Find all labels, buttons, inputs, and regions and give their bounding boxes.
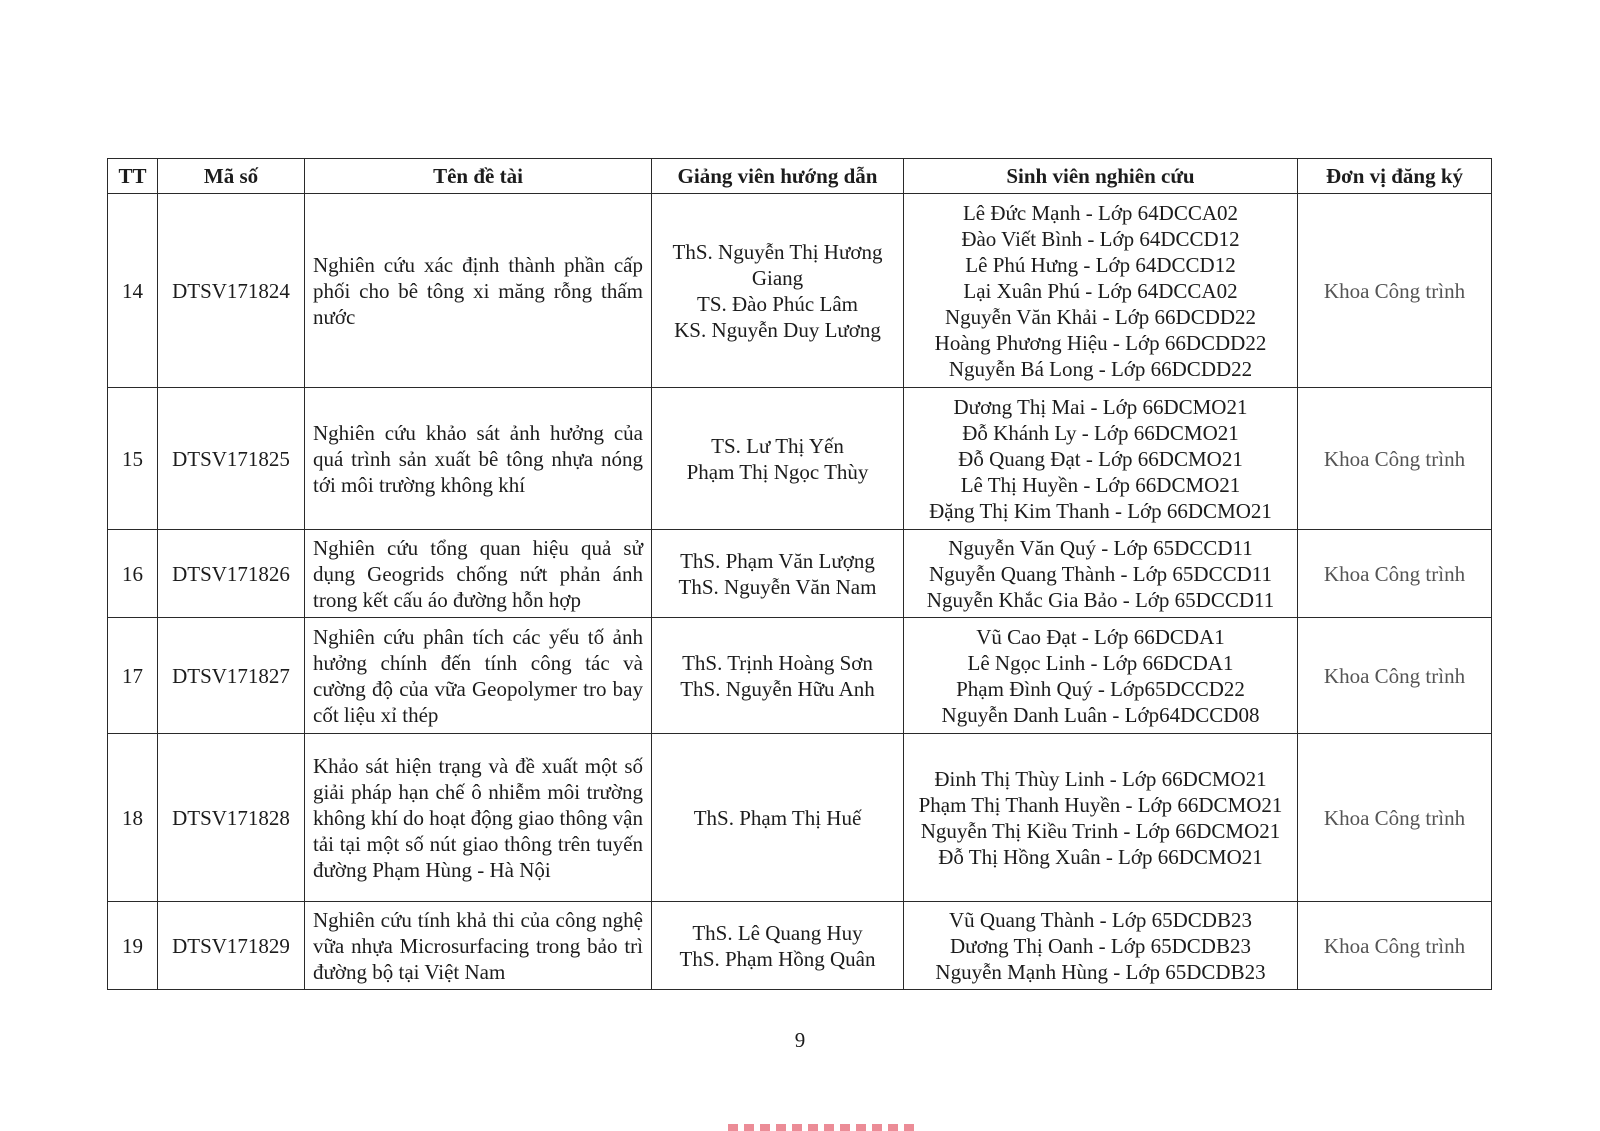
row-code: DTSV171829: [158, 902, 305, 990]
student-entry: Nguyễn Bá Long - Lớp 66DCDD22: [948, 356, 1253, 381]
row-advisors: [652, 530, 904, 618]
student-entry: Dương Thị Oanh - Lớp 65DCDB23: [950, 933, 1251, 958]
student-entry: Phạm Đình Quý - Lớp65DCCD22: [956, 676, 1245, 701]
row-advisors: [652, 734, 904, 902]
row-advisors: [652, 194, 904, 388]
row-topic: Nghiên cứu xác định thành phần cấp phối cho bê tông xi măng rỗng thấm nước: [305, 194, 652, 388]
row-students: [904, 902, 1298, 990]
student-entry: Vũ Cao Đạt - Lớp 66DCDA1: [976, 624, 1225, 649]
student-entry: Đào Viết Bình - Lớp 64DCCD12: [961, 226, 1240, 251]
row-tt: 14: [108, 194, 158, 388]
stamp-edge-mark: [728, 1124, 918, 1131]
student-entry: Dương Thị Mai - Lớp 66DCMO21: [953, 394, 1248, 419]
row-students: [904, 734, 1298, 902]
student-entry: Phạm Thị Thanh Huyền - Lớp 66DCMO21: [918, 792, 1283, 817]
row-topic: Nghiên cứu khảo sát ảnh hưởng của quá trình sản xuất bê tông nhựa nóng tới môi trường không khí: [305, 388, 652, 530]
student-entry: Vũ Quang Thành - Lớp 65DCDB23: [949, 907, 1252, 932]
row-unit: Khoa Công trình: [1298, 618, 1492, 734]
row-tt: 16: [108, 530, 158, 618]
advisor-name: ThS. Phạm Thị Huế: [693, 805, 862, 830]
student-entry: Nguyễn Văn Khải - Lớp 66DCDD22: [944, 304, 1257, 329]
row-tt: 18: [108, 734, 158, 902]
advisor-name: TS. Lư Thị Yến: [711, 433, 844, 458]
header-code: Mã số: [158, 159, 305, 194]
row-unit: Khoa Công trình: [1298, 530, 1492, 618]
header-unit: Đơn vị đăng ký: [1298, 159, 1492, 194]
row-advisors: [652, 902, 904, 990]
advisor-name: ThS. Lê Quang Huy: [692, 920, 863, 945]
table-row: [108, 618, 1492, 734]
row-topic: Nghiên cứu phân tích các yếu tố ảnh hưởng chính đến tính công tác và cường độ của vữa Geopolymer tro bay cốt liệu xỉ thép: [305, 618, 652, 734]
page-number: 9: [794, 1028, 806, 1052]
header-students: Sinh viên nghiên cứu: [904, 159, 1298, 194]
student-entry: Nguyễn Khắc Gia Bảo - Lớp 65DCCD11: [926, 587, 1275, 612]
student-entry: Hoàng Phương Hiệu - Lớp 66DCDD22: [934, 330, 1267, 355]
research-topics-table: [107, 158, 1492, 990]
row-tt: 15: [108, 388, 158, 530]
student-entry: Lê Đức Mạnh - Lớp 64DCCA02: [962, 200, 1239, 225]
student-entry: Đỗ Thị Hồng Xuân - Lớp 66DCMO21: [938, 844, 1263, 869]
student-entry: Lại Xuân Phú - Lớp 64DCCA02: [963, 278, 1238, 303]
student-entry: Nguyễn Văn Quý - Lớp 65DCCD11: [948, 535, 1253, 560]
advisor-name: ThS. Nguyễn Văn Nam: [678, 574, 877, 599]
student-entry: Đinh Thị Thùy Linh - Lớp 66DCMO21: [934, 766, 1267, 791]
student-entry: Nguyễn Danh Luân - Lớp64DCCD08: [941, 702, 1260, 727]
header-advisors: Giảng viên hướng dẫn: [652, 159, 904, 194]
row-advisors: [652, 618, 904, 734]
table-row: [108, 902, 1492, 990]
row-topic: Nghiên cứu tổng quan hiệu quả sử dụng Geogrids chống nứt phản ánh trong kết cấu áo đường hỗn hợp: [305, 530, 652, 618]
student-entry: Đỗ Khánh Ly - Lớp 66DCMO21: [962, 420, 1239, 445]
row-advisors: [652, 388, 904, 530]
row-students: [904, 530, 1298, 618]
advisor-name: TS. Đào Phúc Lâm: [697, 291, 858, 316]
row-topic: Nghiên cứu tính khả thi của công nghệ vữa nhựa Microsurfacing trong bảo trì đường bộ tại Việt Nam: [305, 902, 652, 990]
student-entry: Đỗ Quang Đạt - Lớp 66DCMO21: [958, 446, 1243, 471]
student-entry: Lê Ngọc Linh - Lớp 66DCDA1: [967, 650, 1234, 675]
table-row: [108, 734, 1492, 902]
student-entry: Nguyễn Quang Thành - Lớp 65DCCD11: [929, 561, 1272, 586]
advisor-name: ThS. Nguyễn Hữu Anh: [680, 676, 875, 701]
table-row: [108, 194, 1492, 388]
table-row: [108, 388, 1492, 530]
table-header-row: [108, 159, 1492, 194]
student-entry: Nguyễn Thị Kiều Trinh - Lớp 66DCMO21: [920, 818, 1281, 843]
advisor-name: ThS. Nguyễn Thị Hương Giang: [672, 239, 883, 290]
row-unit: Khoa Công trình: [1298, 734, 1492, 902]
row-code: DTSV171825: [158, 388, 305, 530]
row-topic: Khảo sát hiện trạng và đề xuất một số giải pháp hạn chế ô nhiễm môi trường không khí do hoạt động giao thông vận tải tại một số nút giao thông trên tuyến đường Phạm Hùng - Hà Nội: [305, 734, 652, 902]
student-entry: Lê Thị Huyền - Lớp 66DCMO21: [960, 472, 1241, 497]
table-row: [108, 530, 1492, 618]
row-students: [904, 618, 1298, 734]
row-code: DTSV171828: [158, 734, 305, 902]
student-entry: Đặng Thị Kim Thanh - Lớp 66DCMO21: [929, 498, 1272, 523]
advisor-name: ThS. Phạm Văn Lượng: [680, 548, 875, 573]
student-entry: Nguyễn Mạnh Hùng - Lớp 65DCDB23: [935, 959, 1266, 984]
row-code: DTSV171827: [158, 618, 305, 734]
advisor-name: ThS. Phạm Hồng Quân: [679, 946, 876, 971]
header-tt: TT: [108, 159, 158, 194]
advisor-name: ThS. Trịnh Hoàng Sơn: [682, 650, 873, 675]
row-code: DTSV171824: [158, 194, 305, 388]
row-unit: Khoa Công trình: [1298, 388, 1492, 530]
row-code: DTSV171826: [158, 530, 305, 618]
row-tt: 17: [108, 618, 158, 734]
row-students: [904, 388, 1298, 530]
row-unit: Khoa Công trình: [1298, 194, 1492, 388]
row-tt: 19: [108, 902, 158, 990]
row-students: [904, 194, 1298, 388]
advisor-name: KS. Nguyễn Duy Lương: [674, 317, 881, 342]
advisor-name: Phạm Thị Ngọc Thùy: [686, 459, 869, 484]
row-unit: Khoa Công trình: [1298, 902, 1492, 990]
student-entry: Lê Phú Hưng - Lớp 64DCCD12: [965, 252, 1236, 277]
header-topic: Tên đề tài: [305, 159, 652, 194]
